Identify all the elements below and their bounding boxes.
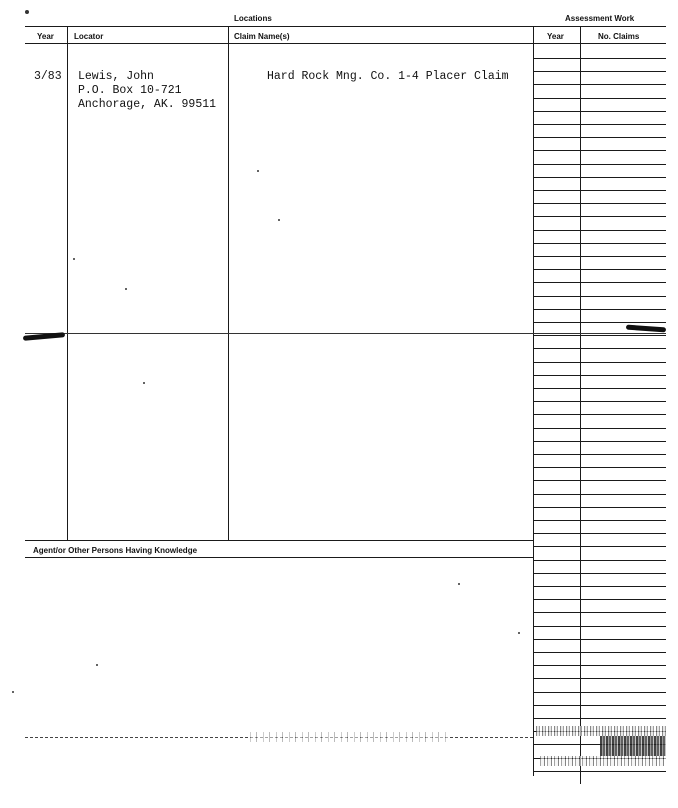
locator-address: P.O. Box 10-721 [78,84,182,97]
aw-ruled-line [533,414,666,415]
aw-ruled-line [533,678,666,679]
aw-ruled-line [533,612,666,613]
aw-ruled-line [533,309,666,310]
col-divider-aw-year-noclaims [580,26,581,784]
aw-ruled-line [533,467,666,468]
aw-ruled-line [533,599,666,600]
speck [257,170,259,172]
aw-ruled-line [533,494,666,495]
speck [96,664,98,666]
col-divider-locator-claim [228,26,229,540]
aw-ruled-line [533,71,666,72]
speck [518,632,520,634]
scan-noise-bottom [540,756,666,766]
aw-ruled-line [533,282,666,283]
aw-ruled-line [533,705,666,706]
aw-ruled-line [533,243,666,244]
aw-ruled-line [533,388,666,389]
col-divider-year-locator [67,26,68,540]
assessment-work-heading: Assessment Work [565,14,635,23]
locator-city: Anchorage, AK. 99511 [78,98,217,111]
aw-ruled-line [533,335,666,336]
aw-ruled-line [533,639,666,640]
aw-ruled-line [533,348,666,349]
aw-ruled-line [533,98,666,99]
scan-noise-block [600,736,666,756]
aw-ruled-line [533,665,666,666]
speck [125,288,127,290]
aw-ruled-line [533,58,666,59]
col-header-year: Year [37,32,54,41]
aw-ruled-line [533,137,666,138]
aw-ruled-line [533,256,666,257]
entry-year: 3/83 [34,70,62,83]
aw-ruled-line [533,428,666,429]
agent-bottom-rule [25,557,533,558]
aw-ruled-line [533,190,666,191]
aw-ruled-line [533,322,666,323]
aw-ruled-line [533,560,666,561]
agent-section-label: Agent/or Other Persons Having Knowledge [33,546,198,555]
aw-ruled-line [533,177,666,178]
col-header-locator: Locator [74,32,104,41]
claim-name: Hard Rock Mng. Co. 1-4 Placer Claim [267,70,509,83]
speck [25,10,29,14]
locator-name: Lewis, John [78,70,154,83]
scan-speckle-mid [250,732,450,742]
speck [278,219,280,221]
speck [73,258,75,260]
aw-ruled-line [533,150,666,151]
aw-ruled-line [533,546,666,547]
col-header-aw-no-claims: No. Claims [598,32,640,41]
aw-ruled-line [533,269,666,270]
aw-ruled-line [533,573,666,574]
speck [12,691,14,693]
aw-ruled-line [533,203,666,204]
right-marker-stroke [626,325,666,333]
aw-ruled-line [533,375,666,376]
mid-rule [25,333,666,334]
aw-ruled-line [533,718,666,719]
aw-ruled-line [533,111,666,112]
aw-ruled-line [533,480,666,481]
locations-heading: Locations [234,14,272,23]
aw-ruled-line [533,216,666,217]
aw-ruled-line [533,626,666,627]
aw-ruled-line [533,533,666,534]
aw-ruled-line [533,164,666,165]
aw-ruled-line [533,401,666,402]
agent-top-rule [25,540,533,541]
aw-ruled-line [533,84,666,85]
aw-ruled-line [533,124,666,125]
scan-noise-strip [536,726,666,736]
aw-ruled-line [533,771,666,772]
col-header-claim-names: Claim Name(s) [234,32,290,41]
col-header-aw-year: Year [547,32,564,41]
header-top-rule [25,26,666,27]
speck [143,382,145,384]
aw-ruled-line [533,520,666,521]
aw-ruled-line [533,586,666,587]
aw-ruled-line [533,454,666,455]
aw-ruled-line [533,652,666,653]
speck [458,583,460,585]
header-bottom-rule [25,43,666,44]
aw-ruled-line [533,441,666,442]
aw-ruled-line [533,230,666,231]
aw-ruled-line [533,692,666,693]
aw-ruled-line [533,362,666,363]
aw-ruled-line [533,296,666,297]
aw-ruled-line [533,507,666,508]
